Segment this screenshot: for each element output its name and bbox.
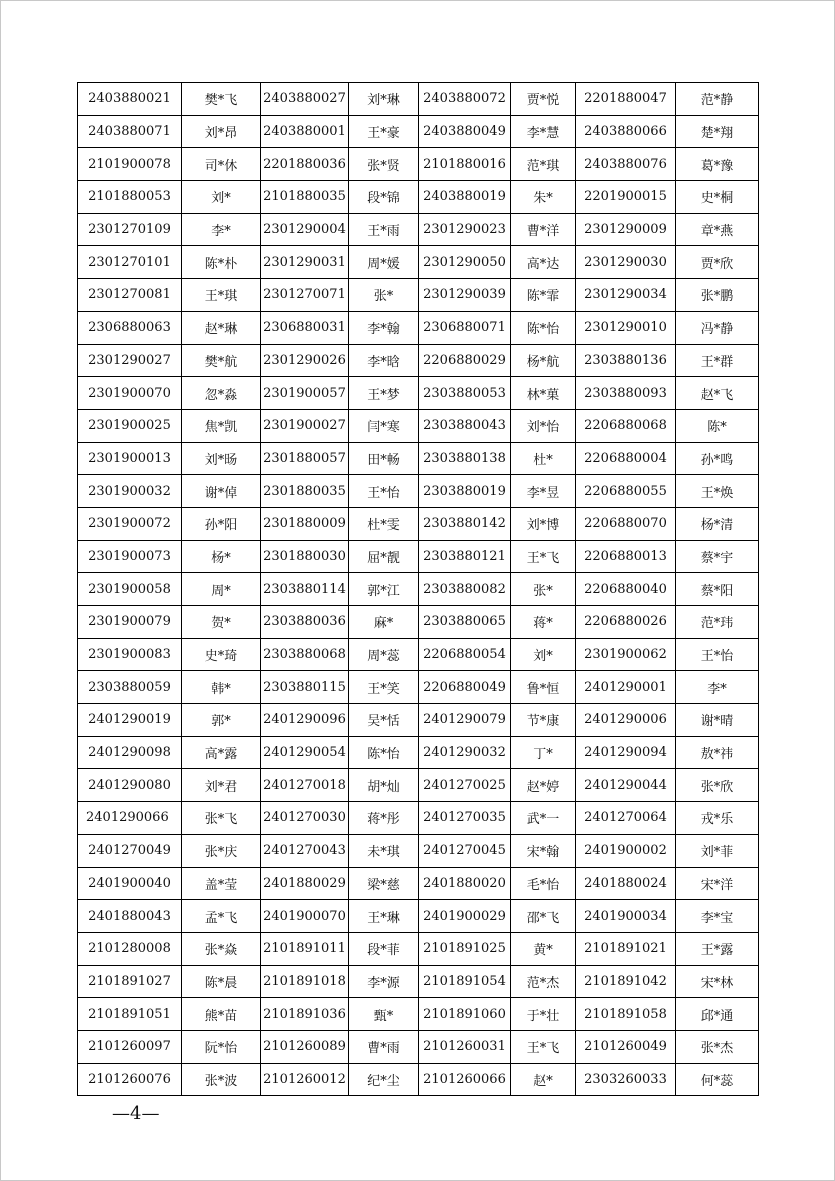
student-id-cell: 2403880001 [261,115,349,148]
table-row [78,867,759,900]
student-name-cell: 刘*昂 [182,115,261,148]
student-name-cell: 贾*悦 [511,83,576,116]
student-name-cell: 贺* [182,606,261,639]
student-id-cell: 2101891058 [576,998,676,1031]
student-id-cell: 2401270045 [419,834,511,867]
student-id-cell: 2101891042 [576,965,676,998]
student-name-cell: 王*群 [676,344,759,377]
table-row [78,932,759,965]
student-id-cell: 2301270101 [78,246,182,279]
table-row [78,115,759,148]
student-name-cell: 蔡*阳 [676,573,759,606]
student-name-cell: 谢*晴 [676,704,759,737]
student-name-cell: 葛*豫 [676,148,759,181]
student-name-cell: 陈*朴 [182,246,261,279]
student-id-cell: 2401880043 [78,900,182,933]
student-id-cell: 2301290039 [419,279,511,312]
student-name-cell: 黄* [511,932,576,965]
student-id-cell: 2403880076 [576,148,676,181]
student-id-cell: 2403880027 [261,83,349,116]
table-row [78,279,759,312]
student-name-cell: 冯*静 [676,311,759,344]
table-row [78,475,759,508]
table-row [78,965,759,998]
student-id-cell: 2201880036 [261,148,349,181]
student-name-cell: 张*杰 [676,1030,759,1063]
student-name-cell: 吴*恬 [349,704,419,737]
student-name-cell: 赵*飞 [676,377,759,410]
student-id-cell: 2306880071 [419,311,511,344]
student-id-cell: 2206880013 [576,540,676,573]
student-name-cell: 朱* [511,181,576,214]
table-row [78,377,759,410]
student-id-cell: 2401880029 [261,867,349,900]
student-id-cell: 2101260012 [261,1063,349,1096]
student-id-cell: 2301880009 [261,507,349,540]
student-name-cell: 刘*旸 [182,442,261,475]
student-id-cell: 2206880026 [576,606,676,639]
student-name-cell: 李*慧 [511,115,576,148]
student-id-cell: 2301900072 [78,507,182,540]
student-id-cell: 2301900070 [78,377,182,410]
student-name-cell: 张*飞 [182,802,261,835]
student-id-cell: 2301270081 [78,279,182,312]
student-id-cell: 2101891054 [419,965,511,998]
student-name-cell: 王*雨 [349,213,419,246]
student-id-cell: 2401270049 [78,834,182,867]
student-id-cell: 2401290066 [78,802,182,835]
student-name-cell: 焦*凯 [182,409,261,442]
student-id-cell: 2301880057 [261,442,349,475]
student-name-cell: 周*蕊 [349,638,419,671]
student-id-cell: 2401900029 [419,900,511,933]
student-id-cell: 2401270025 [419,769,511,802]
student-name-cell: 郭* [182,704,261,737]
student-id-cell: 2101260066 [419,1063,511,1096]
student-id-cell: 2401290044 [576,769,676,802]
student-name-cell: 李*宝 [676,900,759,933]
student-name-cell: 熊*苗 [182,998,261,1031]
student-name-cell: 张*欣 [676,769,759,802]
student-name-cell: 刘*菲 [676,834,759,867]
student-name-cell: 张*波 [182,1063,261,1096]
student-name-cell: 谢*倬 [182,475,261,508]
student-id-cell: 2206880004 [576,442,676,475]
student-name-cell: 韩* [182,671,261,704]
student-name-cell: 毛*怡 [511,867,576,900]
table-row [78,638,759,671]
student-name-cell: 宋*林 [676,965,759,998]
student-name-cell: 刘* [511,638,576,671]
student-id-cell: 2301290034 [576,279,676,312]
student-id-cell: 2101280008 [78,932,182,965]
student-name-cell: 李* [182,213,261,246]
student-id-cell: 2301900083 [78,638,182,671]
student-name-cell: 陈*霏 [511,279,576,312]
table-row [78,311,759,344]
student-name-cell: 纪*尘 [349,1063,419,1096]
student-id-cell: 2401290096 [261,704,349,737]
student-id-cell: 2301290027 [78,344,182,377]
student-name-cell: 贾*欣 [676,246,759,279]
student-name-cell: 赵*琳 [182,311,261,344]
student-name-cell: 史*琦 [182,638,261,671]
student-name-cell: 张*贤 [349,148,419,181]
student-id-cell: 2301900079 [78,606,182,639]
student-name-cell: 敖*祎 [676,736,759,769]
student-name-cell: 丁* [511,736,576,769]
student-name-cell: 杨*航 [511,344,576,377]
student-id-cell: 2401880020 [419,867,511,900]
student-id-cell: 2101260049 [576,1030,676,1063]
student-id-cell: 2301900057 [261,377,349,410]
student-id-cell: 2101260089 [261,1030,349,1063]
student-id-cell: 2101891051 [78,998,182,1031]
student-id-cell: 2401290001 [576,671,676,704]
student-id-cell: 2401270064 [576,802,676,835]
student-name-cell: 杜* [511,442,576,475]
student-id-cell: 2301290010 [576,311,676,344]
student-name-cell: 王*笑 [349,671,419,704]
student-name-cell: 胡*灿 [349,769,419,802]
student-name-cell: 张* [349,279,419,312]
table-row [78,83,759,116]
student-name-cell: 范*玮 [676,606,759,639]
student-id-cell: 2101891036 [261,998,349,1031]
student-name-cell: 段*锦 [349,181,419,214]
student-name-cell: 司*休 [182,148,261,181]
student-name-cell: 忽*淼 [182,377,261,410]
student-name-cell: 甄* [349,998,419,1031]
student-id-cell: 2303880059 [78,671,182,704]
student-name-cell: 范*静 [676,83,759,116]
student-name-cell: 刘*怡 [511,409,576,442]
student-name-cell: 周*媛 [349,246,419,279]
table-row [78,344,759,377]
student-id-cell: 2301900058 [78,573,182,606]
student-id-cell: 2303880138 [419,442,511,475]
student-id-cell: 2401270018 [261,769,349,802]
student-id-cell: 2101260031 [419,1030,511,1063]
student-name-cell: 杜*雯 [349,507,419,540]
student-id-cell: 2206880040 [576,573,676,606]
table-row [78,507,759,540]
student-name-cell: 张*焱 [182,932,261,965]
student-id-cell: 2301270109 [78,213,182,246]
student-name-cell: 节*康 [511,704,576,737]
student-id-cell: 2401290080 [78,769,182,802]
student-id-cell: 2201900015 [576,181,676,214]
student-id-cell: 2403880072 [419,83,511,116]
student-id-cell: 2301290031 [261,246,349,279]
table-row [78,769,759,802]
student-id-cell: 2306880031 [261,311,349,344]
student-id-cell: 2101891011 [261,932,349,965]
student-id-cell: 2206880029 [419,344,511,377]
student-name-cell: 王*飞 [511,1030,576,1063]
student-id-cell: 2301290030 [576,246,676,279]
student-name-cell: 范*琪 [511,148,576,181]
student-id-cell: 2301900073 [78,540,182,573]
student-name-cell: 孟*飞 [182,900,261,933]
student-id-cell: 2403880049 [419,115,511,148]
student-name-cell: 高*露 [182,736,261,769]
student-id-cell: 2401290032 [419,736,511,769]
student-id-cell: 2206880055 [576,475,676,508]
student-name-cell: 于*壮 [511,998,576,1031]
student-name-cell: 章*燕 [676,213,759,246]
student-name-cell: 曹*洋 [511,213,576,246]
student-id-cell: 2303880019 [419,475,511,508]
student-name-cell: 孙*鸣 [676,442,759,475]
table-row [78,900,759,933]
table-row [78,1063,759,1096]
student-name-cell: 李*晗 [349,344,419,377]
student-id-cell: 2303880114 [261,573,349,606]
table-row [78,704,759,737]
student-id-cell: 2301290050 [419,246,511,279]
student-name-cell: 楚*翔 [676,115,759,148]
student-id-cell: 2401270035 [419,802,511,835]
table-row [78,213,759,246]
student-name-cell: 武*一 [511,802,576,835]
student-name-cell: 陈* [676,409,759,442]
table-row [78,409,759,442]
student-name-cell: 赵* [511,1063,576,1096]
student-name-cell: 蒋* [511,606,576,639]
table-row [78,1030,759,1063]
table-row [78,442,759,475]
student-name-cell: 陈*晨 [182,965,261,998]
student-name-cell: 王*梦 [349,377,419,410]
student-id-cell: 2301900025 [78,409,182,442]
student-id-cell: 2301900062 [576,638,676,671]
student-name-cell: 杨* [182,540,261,573]
student-name-cell: 王*豪 [349,115,419,148]
student-id-cell: 2101260097 [78,1030,182,1063]
student-name-cell: 刘* [182,181,261,214]
student-name-cell: 樊*飞 [182,83,261,116]
student-id-cell: 2101880053 [78,181,182,214]
student-id-cell: 2401900002 [576,834,676,867]
student-name-cell: 何*蕊 [676,1063,759,1096]
student-id-cell: 2206880068 [576,409,676,442]
student-id-cell: 2101891060 [419,998,511,1031]
student-name-cell: 林*菓 [511,377,576,410]
student-name-cell: 樊*航 [182,344,261,377]
student-name-cell: 刘*博 [511,507,576,540]
student-id-cell: 2303880036 [261,606,349,639]
student-id-cell: 2303880053 [419,377,511,410]
student-name-cell: 屈*靓 [349,540,419,573]
student-name-cell: 蔡*宇 [676,540,759,573]
table-row [78,802,759,835]
student-name-cell: 王*露 [676,932,759,965]
student-name-cell: 高*达 [511,246,576,279]
student-name-cell: 李*昱 [511,475,576,508]
page-number: —4— [112,1103,160,1124]
student-id-cell: 2301290004 [261,213,349,246]
student-name-cell: 盖*莹 [182,867,261,900]
table-row [78,246,759,279]
student-name-cell: 曹*雨 [349,1030,419,1063]
student-name-cell: 陈*怡 [349,736,419,769]
student-id-cell: 2401290079 [419,704,511,737]
student-id-cell: 2301290023 [419,213,511,246]
student-id-cell: 2303880043 [419,409,511,442]
table-row [78,998,759,1031]
student-name-cell: 邱*通 [676,998,759,1031]
student-name-cell: 李*源 [349,965,419,998]
student-name-cell: 张*鹏 [676,279,759,312]
student-name-cell: 郭*江 [349,573,419,606]
student-name-cell: 张*庆 [182,834,261,867]
student-name-cell: 孙*阳 [182,507,261,540]
student-id-cell: 2303880136 [576,344,676,377]
student-id-cell: 2401290054 [261,736,349,769]
student-name-cell: 赵*婷 [511,769,576,802]
student-id-cell: 2401900040 [78,867,182,900]
student-id-cell: 2401290019 [78,704,182,737]
student-name-cell: 麻* [349,606,419,639]
student-id-cell: 2301270071 [261,279,349,312]
student-id-cell: 2101891025 [419,932,511,965]
student-id-cell: 2303880068 [261,638,349,671]
student-id-cell: 2303880142 [419,507,511,540]
table-row [78,540,759,573]
student-id-cell: 2101880016 [419,148,511,181]
student-id-cell: 2206880054 [419,638,511,671]
student-id-cell: 2401900034 [576,900,676,933]
student-name-cell: 杨*清 [676,507,759,540]
student-id-cell: 2101891027 [78,965,182,998]
student-id-cell: 2101260076 [78,1063,182,1096]
student-name-cell: 王*飞 [511,540,576,573]
student-id-cell: 2401900070 [261,900,349,933]
student-id-cell: 2301290009 [576,213,676,246]
student-id-cell: 2403880021 [78,83,182,116]
student-id-cell: 2101891018 [261,965,349,998]
student-id-cell: 2301900032 [78,475,182,508]
table-row [78,181,759,214]
student-name-cell: 邵*飞 [511,900,576,933]
student-id-cell: 2303880082 [419,573,511,606]
student-id-cell: 2301880035 [261,475,349,508]
student-id-cell: 2306880063 [78,311,182,344]
student-id-cell: 2303880065 [419,606,511,639]
student-name-cell: 张* [511,573,576,606]
student-id-cell: 2301880030 [261,540,349,573]
student-id-cell: 2301900013 [78,442,182,475]
student-name-cell: 戎*乐 [676,802,759,835]
student-id-cell: 2303880121 [419,540,511,573]
table-row [78,573,759,606]
table-row [78,736,759,769]
student-name-cell: 刘*琳 [349,83,419,116]
table-row [78,671,759,704]
student-name-cell: 阮*怡 [182,1030,261,1063]
roster-table [77,82,759,1096]
student-name-cell: 未*琪 [349,834,419,867]
student-id-cell: 2101891021 [576,932,676,965]
student-id-cell: 2401290094 [576,736,676,769]
student-name-cell: 陈*怡 [511,311,576,344]
student-name-cell: 李* [676,671,759,704]
student-id-cell: 2101880035 [261,181,349,214]
student-id-cell: 2403880019 [419,181,511,214]
table-row [78,606,759,639]
student-name-cell: 王*怡 [676,638,759,671]
student-id-cell: 2101900078 [78,148,182,181]
student-name-cell: 史*桐 [676,181,759,214]
student-id-cell: 2206880049 [419,671,511,704]
student-id-cell: 2303880093 [576,377,676,410]
student-id-cell: 2401290098 [78,736,182,769]
student-id-cell: 2401880024 [576,867,676,900]
student-id-cell: 2303260033 [576,1063,676,1096]
student-id-cell: 2403880071 [78,115,182,148]
student-name-cell: 周* [182,573,261,606]
student-name-cell: 梁*慈 [349,867,419,900]
student-name-cell: 宋*洋 [676,867,759,900]
student-name-cell: 王*怡 [349,475,419,508]
student-id-cell: 2301290026 [261,344,349,377]
student-name-cell: 王*琳 [349,900,419,933]
student-name-cell: 李*翰 [349,311,419,344]
student-name-cell: 宋*翰 [511,834,576,867]
student-id-cell: 2206880070 [576,507,676,540]
student-name-cell: 鲁*恒 [511,671,576,704]
student-name-cell: 刘*君 [182,769,261,802]
student-name-cell: 田*畅 [349,442,419,475]
student-id-cell: 2401270043 [261,834,349,867]
student-id-cell: 2401290006 [576,704,676,737]
roster-body [78,83,759,1096]
student-id-cell: 2201880047 [576,83,676,116]
student-id-cell: 2401270030 [261,802,349,835]
table-row [78,148,759,181]
student-id-cell: 2301900027 [261,409,349,442]
student-name-cell: 蒋*彤 [349,802,419,835]
student-name-cell: 闫*寒 [349,409,419,442]
student-name-cell: 段*菲 [349,932,419,965]
student-id-cell: 2303880115 [261,671,349,704]
student-name-cell: 王*焕 [676,475,759,508]
table-row [78,834,759,867]
student-name-cell: 范*杰 [511,965,576,998]
student-name-cell: 王*琪 [182,279,261,312]
student-id-cell: 2403880066 [576,115,676,148]
